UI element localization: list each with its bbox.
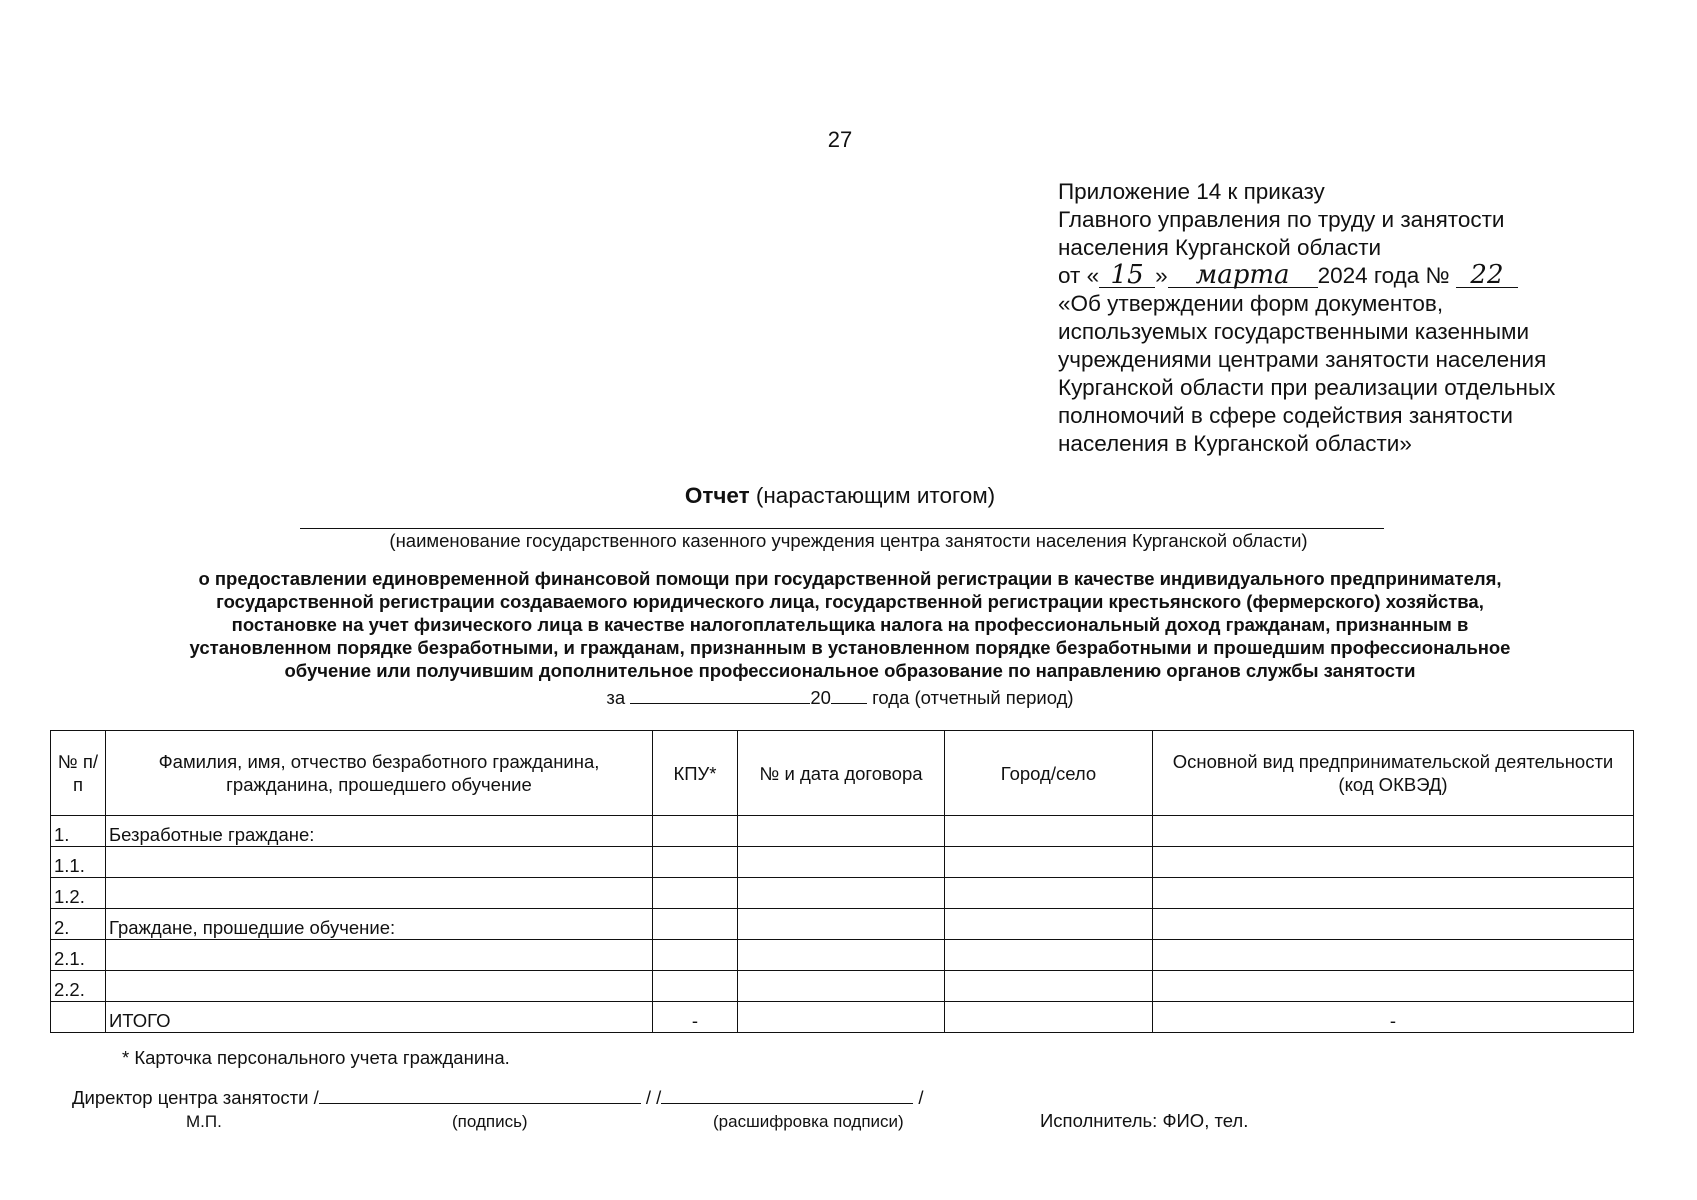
row-kpu	[653, 909, 738, 940]
table-row	[51, 816, 1634, 847]
order-title-line-4: Курганской области при реализации отдельных	[1058, 375, 1556, 400]
subject-line-3: постановке на учет физического лица в качестве налогоплательщика налога на профессиональный доход гражданам, признанным в	[231, 614, 1469, 635]
signature-line	[319, 1085, 641, 1104]
slash-start: /	[313, 1087, 319, 1108]
row-kpu	[653, 847, 738, 878]
footnote: * Карточка персонального учета гражданина.	[122, 1047, 510, 1068]
row-name: Граждане, прошедшие обучение:	[106, 909, 653, 940]
header-city: Город/село	[945, 731, 1153, 816]
row-kpu	[653, 878, 738, 909]
row-contract	[738, 940, 945, 971]
order-title-line-3: учреждениями центрами занятости населения	[1058, 347, 1547, 372]
row-contract	[738, 847, 945, 878]
appendix-line-3: населения Курганской области	[1058, 235, 1382, 260]
decoding-line	[661, 1085, 913, 1104]
row-okved	[1153, 878, 1634, 909]
row-contract	[738, 971, 945, 1002]
row-number: 2.1.	[51, 940, 106, 971]
appendix-line-1: Приложение 14 к приказу	[1058, 179, 1325, 204]
header-okved: Основной вид предпринимательской деятельности (код ОКВЭД)	[1153, 731, 1634, 816]
date-month: марта	[1168, 263, 1318, 288]
row-okved	[1153, 847, 1634, 878]
row-city	[945, 847, 1153, 878]
header-number: № п/п	[51, 731, 106, 816]
appendix-header	[1058, 178, 1658, 458]
table-row	[51, 847, 1634, 878]
order-date-line	[1058, 262, 1658, 290]
subject-line-1: о предоставлении единовременной финансовой помощи при государственной регистрации в качестве индивидуального предпринимателя,	[198, 568, 1502, 589]
subject-line-2: государственной регистрации создаваемого юридического лица, государственной регистрации крестьянского (фермерского) хозяйства,	[216, 591, 1484, 612]
row-okved	[1153, 971, 1634, 1002]
row-kpu	[653, 816, 738, 847]
row-city	[945, 971, 1153, 1002]
report-title-bold: Отчет	[684, 483, 750, 508]
row-name	[106, 971, 653, 1002]
row-okved	[1153, 940, 1634, 971]
header-contract: № и дата договора	[738, 731, 945, 816]
row-contract	[738, 1002, 945, 1033]
row-city	[945, 940, 1153, 971]
period-blank	[630, 685, 810, 704]
director-signature-row	[72, 1085, 924, 1109]
period-year: 20	[810, 687, 831, 708]
subject-line-5: обучение или получившим дополнительное профессиональное образование по направлению органов службы занятости	[284, 660, 1416, 681]
row-name: ИТОГО	[106, 1002, 653, 1033]
report-table	[50, 730, 1634, 1033]
row-city	[945, 878, 1153, 909]
row-number	[51, 1002, 106, 1033]
row-okved	[1153, 816, 1634, 847]
table-row	[51, 909, 1634, 940]
date-year: 2024 года №	[1317, 263, 1450, 288]
row-city	[945, 816, 1153, 847]
subject-line-4: установленном порядке безработными, и гражданам, признанным в установленном порядке безработными и прошедшим профессиональное	[189, 637, 1511, 658]
report-title	[0, 483, 1680, 509]
period-prefix: за	[606, 687, 626, 708]
executor-label: Исполнитель: ФИО, тел.	[1040, 1110, 1249, 1131]
mp-label: М.П.	[186, 1112, 222, 1131]
row-okved	[1153, 909, 1634, 940]
row-name	[106, 878, 653, 909]
org-name-line	[300, 528, 1384, 529]
row-name	[106, 847, 653, 878]
decoding-caption: (расшифровка подписи)	[713, 1112, 904, 1131]
order-title-line-2: используемых государственными казенными	[1058, 319, 1530, 344]
row-number: 1.1.	[51, 847, 106, 878]
row-number: 2.2.	[51, 971, 106, 1002]
row-city	[945, 909, 1153, 940]
table-row	[51, 971, 1634, 1002]
row-name	[106, 940, 653, 971]
header-full-name: Фамилия, имя, отчество безработного гражданина, гражданина, прошедшего обучение	[106, 731, 653, 816]
appendix-line-2: Главного управления по труду и занятости	[1058, 207, 1505, 232]
order-title-line-6: населения в Курганской области»	[1058, 431, 1412, 456]
reporting-period	[0, 685, 1680, 709]
director-label: Директор центра занятости	[72, 1087, 309, 1108]
year-blank	[831, 685, 867, 704]
date-prefix: от «	[1058, 263, 1100, 288]
table-header-row	[51, 731, 1634, 816]
org-name-caption: (наименование государственного казенного учреждения центра занятости населения Курганской области)	[389, 530, 1308, 551]
header-kpu: КПУ*	[653, 731, 738, 816]
date-day: 15	[1099, 263, 1155, 288]
row-contract	[738, 878, 945, 909]
date-quote-close: »	[1155, 263, 1168, 288]
signature-caption: (подпись)	[452, 1112, 528, 1131]
slash-middle: / /	[645, 1087, 662, 1108]
row-kpu	[653, 940, 738, 971]
row-name: Безработные граждане:	[106, 816, 653, 847]
row-number: 1.	[51, 816, 106, 847]
table-row	[51, 940, 1634, 971]
row-number: 1.2.	[51, 878, 106, 909]
row-contract	[738, 816, 945, 847]
order-title-line-5: полномочий в сфере содействия занятости	[1058, 403, 1513, 428]
table-row	[51, 878, 1634, 909]
row-kpu	[653, 971, 738, 1002]
report-title-rest: (нарастающим итогом)	[749, 483, 996, 508]
table-total-row	[51, 1002, 1634, 1033]
order-number: 22	[1456, 263, 1518, 288]
period-suffix: года (отчетный период)	[872, 687, 1074, 708]
row-number: 2.	[51, 909, 106, 940]
page-number: 27	[827, 127, 853, 152]
row-kpu: -	[653, 1002, 738, 1033]
row-contract	[738, 909, 945, 940]
slash-end: /	[918, 1087, 924, 1108]
row-city	[945, 1002, 1153, 1033]
report-subject	[60, 567, 1640, 682]
row-okved: -	[1153, 1002, 1634, 1033]
order-title-line-1: «Об утверждении форм документов,	[1058, 291, 1444, 316]
